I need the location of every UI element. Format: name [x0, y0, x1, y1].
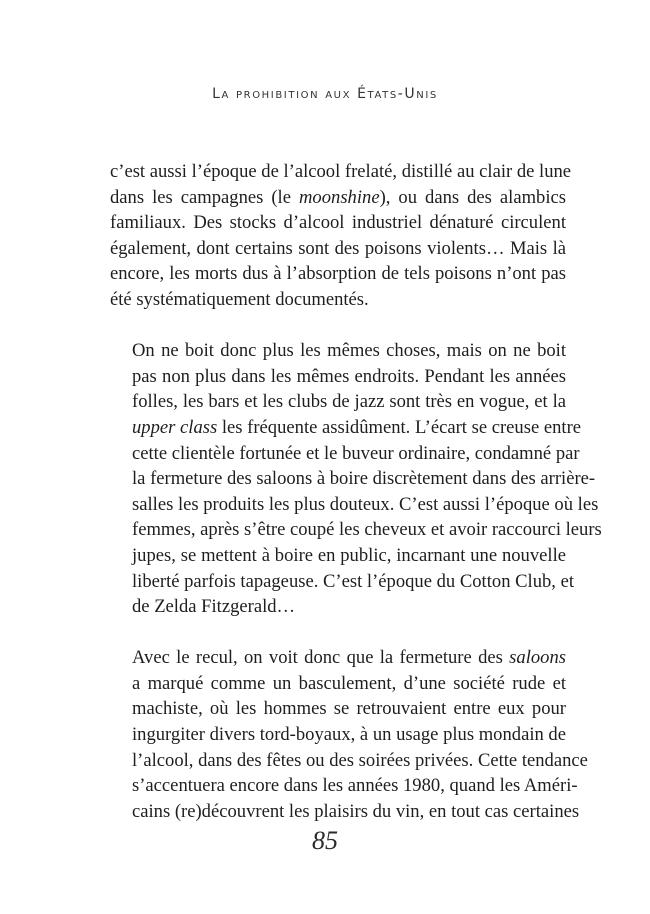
- text-run: c’est aussi l’époque de l’alcool frelaté, distillé au clair de lune: [110, 161, 572, 182]
- text-line: [110, 338, 566, 364]
- text-line: [110, 287, 566, 313]
- text-run: machiste, où les hommes se retrouvaient entre eux pour: [132, 698, 566, 720]
- text-line: [110, 185, 566, 211]
- paragraph: [110, 338, 602, 620]
- text-line: [110, 261, 566, 287]
- text-line: [110, 389, 566, 415]
- text-run: les fréquente assidûment. L’écart se creuse entre: [217, 416, 582, 438]
- text-line: [110, 364, 566, 390]
- italic-term: upper class: [132, 416, 218, 438]
- text-line: [110, 748, 588, 774]
- text-run: également, dont certains sont des poisons violents… Mais là: [110, 237, 566, 259]
- text-run: jupes, se mettent à boire en public, incarnant une nouvelle: [132, 544, 566, 566]
- text-run: femmes, après s’être coupé les cheveux et avoir raccourci leurs: [132, 519, 602, 541]
- text-run: salles les produits les plus douteux. C’est aussi l’époque où les: [132, 493, 599, 515]
- text-run: familiaux. Des stocks d’alcool industriel dénaturé circulent: [110, 212, 566, 234]
- text-run: folles, les bars et les clubs de jazz sont très en vogue, et la: [132, 391, 566, 413]
- italic-term: moonshine: [299, 186, 380, 208]
- text-line: [110, 569, 575, 595]
- paragraph: [110, 159, 572, 313]
- text-line: [110, 594, 566, 620]
- text-line: [110, 236, 566, 262]
- text-line: [110, 210, 566, 236]
- text-run: On ne boit donc plus les mêmes choses, mais on ne boit: [132, 340, 566, 362]
- text-run: ingurgiter divers tord-boyaux, à un usage plus mondain de: [132, 724, 566, 746]
- text-run: encore, les morts dus à l’absorption de tels poisons n’ont pas: [110, 263, 566, 285]
- text-line: [110, 159, 572, 185]
- text-run: s’accentuera encore dans les années 1980, quand les Améri-: [132, 775, 578, 797]
- text-line: [110, 466, 596, 492]
- text-line: [110, 696, 566, 722]
- text-line: [110, 492, 599, 518]
- text-run: l’alcool, dans des fêtes ou des soirées privées. Cette tendance: [132, 749, 588, 771]
- text-line: [110, 543, 566, 569]
- text-line: [110, 415, 582, 441]
- text-line: [110, 799, 580, 825]
- page-number: 85: [312, 826, 338, 855]
- text-run: pas non plus dans les mêmes endroits. Pendant les années: [132, 365, 566, 387]
- running-head: La prohibition aux États-Unis: [212, 86, 438, 102]
- text-line: [110, 645, 566, 671]
- body-text: [110, 159, 602, 824]
- text-line: [110, 773, 578, 799]
- text-run: la fermeture des saloons à boire discrètement dans des arrière-: [132, 468, 596, 490]
- italic-term: saloons: [509, 647, 566, 669]
- text-run: cette clientèle fortunée et le buveur ordinaire, condamné par: [132, 442, 580, 464]
- paragraph: [110, 645, 588, 824]
- text-line: [110, 441, 580, 467]
- text-run: Avec le recul, on voit donc que la fermeture des: [132, 647, 510, 669]
- text-run: de Zelda Fitzgerald…: [132, 596, 296, 618]
- text-run: liberté parfois tapageuse. C’est l’époque du Cotton Club, et: [132, 570, 575, 592]
- text-run: cains (re)découvrent les plaisirs du vin, en tout cas certaines: [132, 800, 580, 822]
- text-run: a marqué comme un basculement, d’une société rude et: [132, 672, 566, 694]
- text-run: été systématiquement documentés.: [110, 288, 369, 310]
- text-run: dans les campagnes (le: [110, 186, 299, 208]
- text-line: [110, 722, 566, 748]
- text-run: ), ou dans des alambics: [379, 186, 567, 208]
- text-line: [110, 517, 602, 543]
- text-line: [110, 671, 566, 697]
